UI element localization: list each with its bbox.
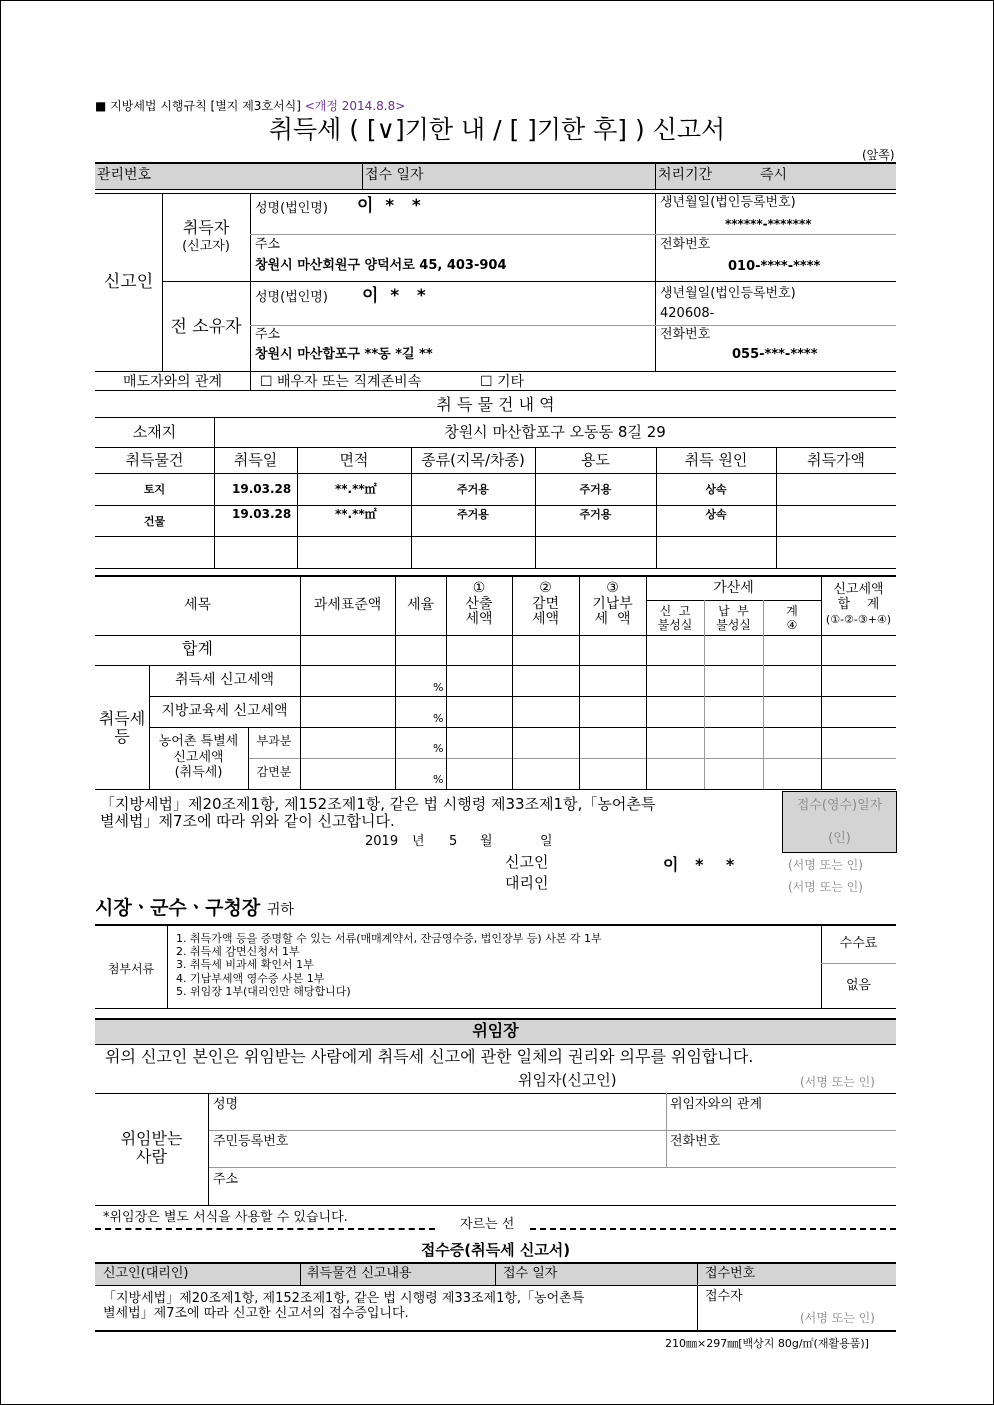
poa-delegator: 위임자(신고인) — [518, 1071, 617, 1089]
prop-row2-cause: 상속 — [705, 508, 727, 521]
decl-day-label: 일 — [540, 834, 553, 849]
decl-agent-sign: (서명 또는 인) — [788, 880, 863, 894]
relation-option-other[interactable]: ☐ 기타 — [480, 374, 525, 390]
poa-name-label: 성명 — [213, 1097, 239, 1112]
prop-row2-item: 건물 — [143, 515, 166, 528]
acquirer-label: 취득자 — [182, 218, 230, 237]
tax-report-formula: (①-②-③+④) — [825, 613, 892, 626]
tax-rate-percent-2: % — [433, 712, 444, 725]
tax-row-rural: 농어촌 특별세 신고세액 (취득세) — [158, 734, 239, 781]
receipt-title: 접수증(취득세 신고서) — [420, 1241, 571, 1259]
prev-owner-address-label: 주소 — [255, 327, 281, 342]
tax-col1-num: ① — [472, 580, 486, 596]
relation-label: 매도자와의 관계 — [122, 374, 223, 390]
cut-line-right — [530, 1228, 896, 1230]
prop-row1-type: 주거용 — [457, 483, 489, 496]
acquirer-name-label: 성명(법인명) — [255, 201, 328, 216]
relation-option-spouse[interactable]: ☐ 배우자 또는 직계존비속 — [260, 374, 422, 390]
poa-relation-label: 위임자와의 관계 — [670, 1097, 763, 1112]
prop-row1-use: 주거용 — [579, 483, 612, 496]
processing-label: 처리기간 — [658, 167, 713, 183]
poa-title: 위임장 — [472, 1021, 519, 1040]
tax-col2-text: 감면 세액 — [531, 596, 560, 628]
tax-row-education: 지방교육세 신고세액 — [161, 703, 288, 719]
receipt-date-label: 접수 일자 — [365, 167, 424, 183]
prev-owner-name-label: 성명(법인명) — [255, 290, 328, 305]
poa-note: *위임장은 별도 서식을 사용할 수 있습니다. — [103, 1210, 348, 1225]
tax-addtax-label: 가산세 — [713, 580, 754, 596]
stamp-seal: (인) — [828, 831, 851, 846]
poa-delegator-sign: (서명 또는 인) — [800, 1075, 875, 1089]
prop-row1-cause: 상속 — [705, 483, 727, 496]
tax-rate-percent-4: % — [433, 773, 444, 786]
tax-report-title: 신고세액 — [833, 582, 884, 597]
tax-addtax-sum: 계 ④ — [786, 604, 798, 633]
stamp-title: 접수(영수)일자 — [796, 798, 883, 813]
prop-col-date: 취득일 — [233, 451, 278, 469]
receipt-receiver-label: 접수자 — [705, 1289, 743, 1304]
receipt-col-number: 접수번호 — [705, 1266, 756, 1281]
prev-owner-birth-value: 420608- — [660, 306, 715, 321]
decl-agent-label: 대리인 — [505, 874, 549, 892]
acquirer-phone-value: 010-****-**** — [728, 259, 821, 274]
receipt-col-content: 취득물건 신고내용 — [307, 1266, 412, 1281]
acquirer-birth-label: 생년월일(법인등록번호) — [660, 195, 796, 210]
acquirer-phone-label: 전화번호 — [660, 237, 711, 252]
prev-owner-birth-label: 생년월일(법인등록번호) — [660, 286, 796, 301]
acquirer-birth-value: ******-******* — [725, 217, 812, 231]
tax-addtax-report: 신 고 불성실 — [657, 604, 693, 633]
prop-row1-date: 19.03.28 — [232, 482, 292, 496]
acquirer-address-label: 주소 — [255, 237, 281, 252]
attachments-label: 첨부서류 — [107, 962, 155, 976]
decl-month-label: 월 — [480, 834, 493, 849]
prop-col-area: 면적 — [339, 451, 369, 469]
fee-value: 없음 — [845, 978, 872, 993]
tax-rate-percent-3: % — [433, 742, 444, 755]
tax-col3-num: ③ — [606, 580, 619, 596]
prev-owner-address-value: 창원시 마산합포구 **동 *길 ** — [255, 347, 433, 362]
property-section-title: 취 득 물 건 내 역 — [436, 395, 555, 414]
poa-id-label: 주민등록번호 — [213, 1134, 289, 1149]
acquirer-sublabel: (신고자) — [182, 239, 230, 254]
cut-line-left — [95, 1228, 435, 1230]
fee-label: 수수료 — [839, 936, 878, 951]
tax-col-base: 과세표준액 — [313, 597, 382, 613]
mgmt-no-label: 관리번호 — [97, 167, 152, 183]
tax-col-item: 세목 — [183, 597, 212, 613]
poa-address-label: 주소 — [213, 1172, 239, 1187]
declaration-text: 「지방세법」제20조제1항, 제152조제1항, 같은 법 시행령 제33조제1항,「농어촌특 별세법」제7조에 따라 위와 같이 신고합니다. — [100, 795, 656, 830]
decl-reporter-label: 신고인 — [505, 853, 549, 871]
poa-recipient-label: 위임받는 사람 — [120, 1129, 183, 1166]
poa-text: 위의 신고인 본인은 위임받는 사람에게 취득세 신고에 관한 일체의 권리와 의무를 위임합니다. — [105, 1047, 754, 1066]
acquirer-address-value: 창원시 마산회원구 양덕서로 45, 403-904 — [255, 258, 507, 273]
tax-col3-text: 기납부 세 액 — [592, 596, 633, 628]
regulation-label: ■ 지방세법 시행규칙 [별지 제3호서식] <개정 2014.8.8> — [95, 99, 406, 113]
prop-col-price: 취득가액 — [807, 451, 865, 469]
prop-col-item: 취득물건 — [125, 451, 184, 469]
poa-phone-label: 전화번호 — [670, 1134, 721, 1149]
tax-report-sub: 합 계 — [837, 597, 880, 612]
prev-owner-phone-label: 전화번호 — [660, 327, 711, 342]
prop-row2-area: **.**㎡ — [335, 507, 377, 521]
prev-owner-label: 전 소유자 — [170, 317, 242, 337]
tax-col2-num: ② — [539, 580, 552, 596]
tax-row-rural-exempt: 감면분 — [256, 765, 292, 779]
front-side-label: (앞쪽) — [862, 148, 895, 162]
tax-group-label: 취득세 등 — [98, 709, 146, 746]
receipt-text: 「지방세법」제20조제1항, 제152조제1항, 같은 법 시행령 제33조제1항,「농어촌특 별세법」제7조에 따라 신고한 신고서의 접수증입니다. — [103, 1291, 585, 1321]
location-value: 창원시 마산합포구 오동동 8길 29 — [444, 423, 666, 441]
paper-spec: 210㎜×297㎜[백상지 80g/㎡(재활용품)] — [665, 1337, 869, 1350]
receipt-receiver-sign: (서명 또는 인) — [800, 1311, 875, 1325]
recipient-suffix: 귀하 — [266, 902, 294, 918]
prop-row1-item: 토지 — [143, 483, 166, 496]
tax-total-label: 합계 — [182, 639, 213, 658]
amendment-label: <개정 2014.8.8> — [304, 99, 406, 113]
prop-col-type: 종류(지목/차종) — [421, 451, 525, 469]
tax-row-rural-levied: 부과분 — [256, 734, 292, 748]
prop-row2-type: 주거용 — [457, 508, 489, 521]
prop-col-use: 용도 — [581, 451, 610, 469]
prop-row2-use: 주거용 — [579, 508, 612, 521]
receipt-col-reporter: 신고인(대리인) — [103, 1266, 189, 1281]
processing-value: 즉시 — [760, 167, 788, 183]
page-title: 취득세 ( [∨]기한 내 / [ ]기한 후] ) 신고서 — [268, 115, 726, 144]
tax-addtax-payment: 납 부 불성실 — [716, 604, 751, 633]
decl-year: 2019 — [365, 834, 399, 849]
prev-owner-phone-value: 055-***-**** — [732, 347, 818, 362]
tax-col-rate: 세율 — [406, 597, 435, 613]
decl-reporter-name: 이 * * — [663, 855, 735, 874]
prop-row2-date: 19.03.28 — [232, 507, 292, 521]
receipt-col-date: 접수 일자 — [503, 1266, 558, 1281]
cut-line-label: 자르는 선 — [460, 1217, 515, 1232]
tax-rate-percent-1: % — [433, 681, 444, 694]
prev-owner-name-value: 이 * * — [362, 286, 426, 306]
acquirer-name-value: 이 * * — [357, 196, 421, 216]
tax-row-acquisition: 취득세 신고세액 — [174, 672, 275, 688]
decl-month: 5 — [449, 834, 458, 849]
attachments-list: 1. 취득가액 등을 증명할 수 있는 서류(매매계약서, 잔금영수증, 법인장부 등) 사본 각 1부 2. 취득세 감면신청서 1부 3. 취득세 비과세 확인서 1부 4. 기납부세액 영수증 사본 1부 5. 위임장 1부(대리인만 해당합니다) — [176, 932, 602, 998]
reporter-group-label: 신고인 — [103, 272, 154, 292]
decl-year-label: 년 — [412, 834, 425, 849]
location-label: 소재지 — [132, 423, 177, 441]
prop-row1-area: **.**㎡ — [335, 482, 377, 496]
tax-col1-text: 산출 세액 — [465, 596, 493, 628]
decl-reporter-sign: (서명 또는 인) — [788, 858, 863, 872]
prop-col-cause: 취득 원인 — [684, 451, 748, 469]
recipient-office: 시장ㆍ군수ㆍ구청장 귀하 — [95, 897, 294, 919]
